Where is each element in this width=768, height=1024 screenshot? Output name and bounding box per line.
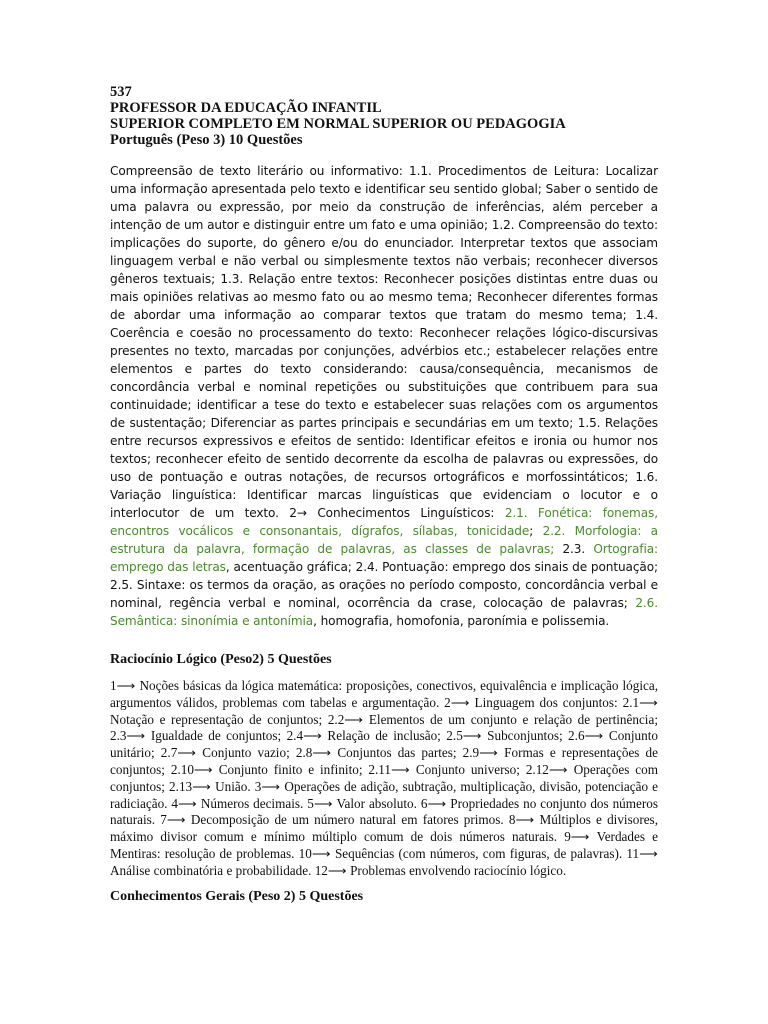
portugues-sep-1: ;	[529, 524, 543, 538]
exam-code: 537	[110, 84, 132, 100]
portugues-text-3: , homografia, homofonia, paronímia e polissemia.	[313, 614, 610, 628]
portugues-content	[110, 162, 658, 630]
education-requirement: SUPERIOR COMPLETO EM NORMAL SUPERIOR OU PEDAGOGIA	[110, 116, 566, 132]
highlight-ortografia: Ortografia: emprego das letras	[110, 542, 659, 574]
portugues-text-1: Compreensão de texto literário ou informativo: 1.1. Procedimentos de Leitura: Localizar uma informação apresentada pelo texto e identificar seu sentido global; Saber o sentido de uma palavra ou expressão, por meio da construção de inferências, além perceber a intenção de um autor e distinguir entre um fato e uma opinião; 1.2. Compreensão do texto: implicações do suporte, do gênero e/ou do enunciador. Interpretar textos que associam linguagem verbal e não verbal ou simplesmente textos não verbais; reconhecer diversos gêneros textuais; 1.3. Relação entre textos: Reconhecer posições distintas entre duas ou mais opiniões relativas ao mesmo fato ou ao mesmo tema; Reconhecer diferentes formas de abordar uma informação ao comparar textos que tratam do mesmo tema; 1.4. Coerência e coesão no processamento do texto: Reconhecer relações lógico-discursivas presentes no texto, marcadas por conjunções, advérbios etc.; estabelecer relações entre elementos e partes do texto considerando: causa/consequência, mecanismos de concordância verbal e nominal repetições ou substituições que contribuem para sua continuidade; identificar a tese do texto e estabelecer suas relações com os argumentos de sustentação; Diferenciar as partes principais e secundárias em um texto; 1.5. Relações entre recursos expressivos e efeitos de sentido: Identificar efeitos e ironia ou humor nos textos; reconhecer efeito de sentido decorrente da escolha de palavras ou expressões, do uso de pontuação e outras notações, de recursos ortográficos e morfossintáticos; 1.6. Variação linguística: Identificar marcas linguísticas que evidenciam o locutor e o interlocutor de um texto. 2→ Conhecimentos Linguísticos:	[110, 164, 658, 520]
conhecimentos-gerais-heading: Conhecimentos Gerais (Peso 2) 5 Questões	[110, 888, 364, 904]
portugues-heading: Português (Peso 3) 10 Questões	[110, 132, 303, 148]
portugues-text-2: , acentuação gráfica; 2.4. Pontuação: emprego dos sinais de pontuação; 2.5. Sintaxe: os termos da oração, as orações no período composto, concordância verbal e nominal, regência verbal e nominal, ocorrência da crase, colocação de palavras;	[110, 560, 658, 610]
portugues-sep-2: 2.3.	[554, 542, 594, 556]
highlight-morfologia: 2.2. Morfologia: a estrutura da palavra, formação de palavras, as classes de palavras;	[110, 524, 658, 556]
highlight-semantica: 2.6. Semântica: sinonímia e antonímia	[110, 596, 658, 628]
raciocinio-content: 1⟶ Noções básicas da lógica matemática: proposições, conectivos, equivalência e implicação lógica, argumentos válidos, problemas com tabelas e argumentação. 2⟶ Linguagem dos conjuntos: 2.1⟶ Notação e representação de conjuntos; 2.2⟶ Elementos de um conjunto e relação de pertinência; 2.3⟶ Igualdade de conjuntos; 2.4⟶ Relação de inclusão; 2.5⟶ Subconjuntos; 2.6⟶ Conjunto unitário; 2.7⟶ Conjunto vazio; 2.8⟶ Conjuntos das partes; 2.9⟶ Formas e representações de conjuntos; 2.10⟶ Conjunto finito e infinito; 2.11⟶ Conjunto universo; 2.12⟶ Operações com conjuntos; 2.13⟶ União. 3⟶ Operações de adição, subtração, multiplicação, divisão, potenciação e radiciação. 4⟶ Números decimais. 5⟶ Valor absoluto. 6⟶ Propriedades no conjunto dos números naturais. 7⟶ Decomposição de um número natural em fatores primos. 8⟶ Múltiplos e divisores, máximo divisor comum e mínimo múltiplo comum de dois números naturais. 9⟶ Verdades e Mentiras: resolução de problemas. 10⟶ Sequências (com números, com figuras, de palavras). 11⟶ Análise combinatória e probabilidade. 12⟶ Problemas envolvendo raciocínio lógico.	[110, 678, 658, 878]
document-page	[110, 84, 658, 905]
highlight-fonetica: 2.1. Fonética: fonemas, encontros vocálicos e consonantais, dígrafos, sílabas, tonicidade	[110, 506, 658, 538]
raciocinio-heading: Raciocínio Lógico (Peso2) 5 Questões	[110, 652, 332, 667]
position-title: PROFESSOR DA EDUCAÇÃO INFANTIL	[110, 100, 382, 116]
